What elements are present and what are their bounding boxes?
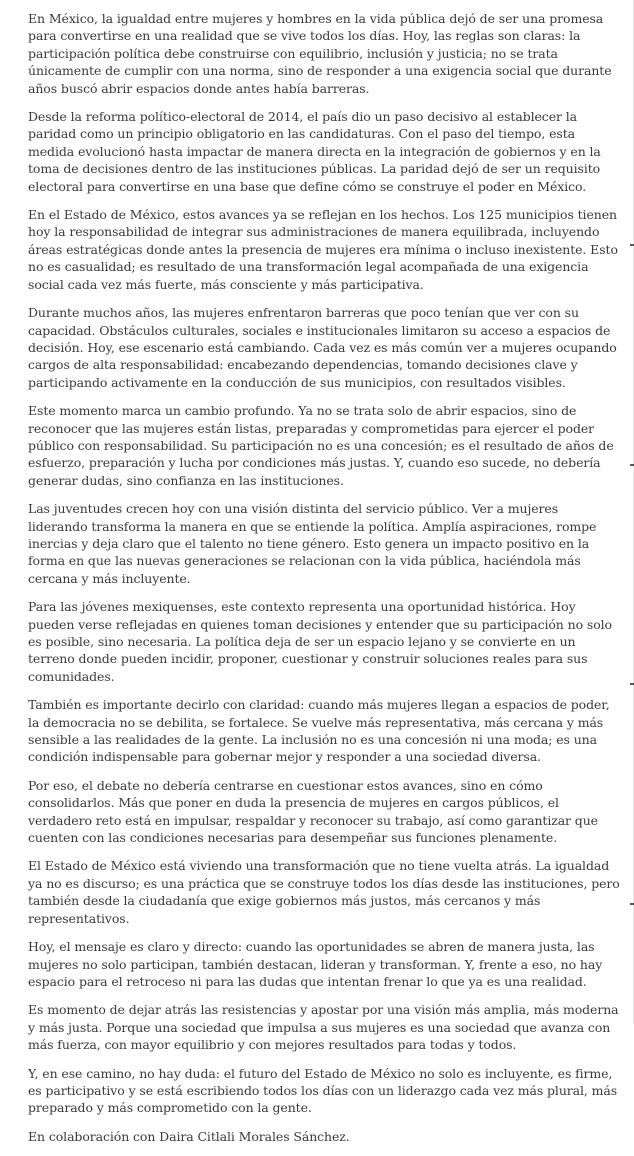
- paragraph-2: Desde la reforma político-electoral de 2014, el país dio un paso decisivo al establecer la paridad como un principio obligatorio en las candidaturas. Con el paso del tiempo, esta medida evolucionó hasta impactar de manera directa en la integración de gobiernos y en la toma de decisiones dentro de las instituciones públicas. La paridad dejó de ser un requisito electoral para convertirse en una base que define cómo se construye el poder en México.: [28, 109, 601, 194]
- paragraph-11: Hoy, el mensaje es claro y directo: cuando las oportunidades se abren de manera justa, las mujeres no solo participan, también destacan, lideran y transforman. Y, frente a eso, no hay espacio para el retroceso ni para las dudas que intentan frenar lo que ya es una realidad.: [28, 939, 603, 989]
- article-body: [28, 10, 620, 1156]
- edge-marker: [630, 903, 634, 905]
- paragraph-1: En México, la igualdad entre mujeres y hombres en la vida pública dejó de ser una promesa para convertirse en una realidad que se vive todos los días. Hoy, las reglas son claras: la participación política debe construirse con equilibrio, inclusión y justicia; no se trata únicamente de cumplir con una norma, sino de responder a una exigencia social que durante años buscó abrir espacios donde antes había barreras.: [28, 11, 612, 96]
- edge-marker: [630, 683, 634, 685]
- paragraph-13: Y, en ese camino, no hay duda: el futuro del Estado de México no solo es incluyente, es firme, es participativo y se está escribiendo todos los días con un liderazgo cada vez más plural, más preparado y más comprometido con la gente.: [28, 1065, 618, 1116]
- paragraph-12: Es momento de dejar atrás las resistencias y apostar por una visión más amplia, más moderna y más justa. Porque una sociedad que impulsa a sus mujeres es una sociedad que avanza con más fuerza, con mayor equilibrio y con mejores resultados para todas y todos.: [28, 1002, 619, 1053]
- paragraph-4: Durante muchos años, las mujeres enfrentaron barreras que poco tenían que ver con su capacidad. Obstáculos culturales, sociales e institucionales limitaron su acceso a espacios de decisión. Hoy, ese escenario está cambiando. Cada vez es más común ver a mujeres ocupando cargos de alta responsabilidad: encabezando dependencias, tomando decisiones clave y participando activamente en la conducción de sus municipios, con resultados visibles.: [28, 305, 617, 390]
- paragraph-5: Este momento marca un cambio profundo. Ya no se trata solo de abrir espacios, sino de reconocer que las mujeres están listas, preparadas y comprometidas para ejercer el poder público con responsabilidad. Su participación no es una concesión; es el resultado de años de esfuerzo, preparación y lucha por condiciones más justas. Y, cuando eso sucede, no debería generar dudas, sino confianza en las instituciones.: [28, 403, 614, 488]
- paragraph-8: También es importante decirlo con claridad: cuando más mujeres llegan a espacios de poder, la democracia no se debilita, se fortalece. Se vuelve más representativa, más cercana y más sensible a las realidades de la gente. La inclusión no es una concesión ni una moda; es una condición indispensable para gobernar mejor y responder a una sociedad diversa.: [28, 697, 610, 765]
- paragraph-6: Las juventudes crecen hoy con una visión distinta del servicio público. Ver a mujeres liderando transforma la manera en que se entiende la política. Amplía aspiraciones, rompe inercias y deja claro que el talento no tiene género. Esto genera un impacto positivo en la forma en que las nuevas generaciones se relacionan con la vida pública, haciéndola más cercana y más incluyente.: [28, 501, 597, 586]
- edge-marker: [630, 244, 634, 246]
- paragraph-10: El Estado de México está viviendo una transformación que no tiene vuelta atrás. La igualdad ya no es discurso; es una práctica que se construye todos los días desde las instituciones, pero también desde la ciudadanía que exige gobiernos más justos, más cercanos y más representativos.: [28, 858, 620, 926]
- paragraph-7: Para las jóvenes mexiquenses, este contexto representa una oportunidad histórica. Hoy pueden verse reflejadas en quienes toman decisiones y entender que su participación no solo es posible, sino necesaria. La política deja de ser un espacio lejano y se convierte en un terreno donde pueden incidir, proponer, cuestionar y construir soluciones reales para sus comunidades.: [28, 599, 612, 684]
- paragraph-9: Por eso, el debate no debería centrarse en cuestionar estos avances, sino en cómo consolidarlos. Más que poner en duda la presencia de mujeres en cargos públicos, el verdadero reto está en impulsar, respaldar y reconocer su trabajo, así como garantizar que cuenten con las condiciones necesarias para desempeñar sus funciones plenamente.: [28, 777, 598, 846]
- edge-marker: [630, 464, 634, 466]
- paragraph-3: En el Estado de México, estos avances ya se reflejan en los hechos. Los 125 municipios tienen hoy la responsabilidad de integrar sus administraciones de manera equilibrada, incluyendo áreas estratégicas donde antes la presencia de mujeres era mínima o incluso inexistente. Esto no es casualidad; es resultado de una transformación legal acompañada de una exigencia social cada vez más fuerte, más consciente y más participativa.: [28, 207, 618, 292]
- collaboration-credit: En colaboración con Daira Citlali Morales Sánchez.: [28, 1128, 350, 1144]
